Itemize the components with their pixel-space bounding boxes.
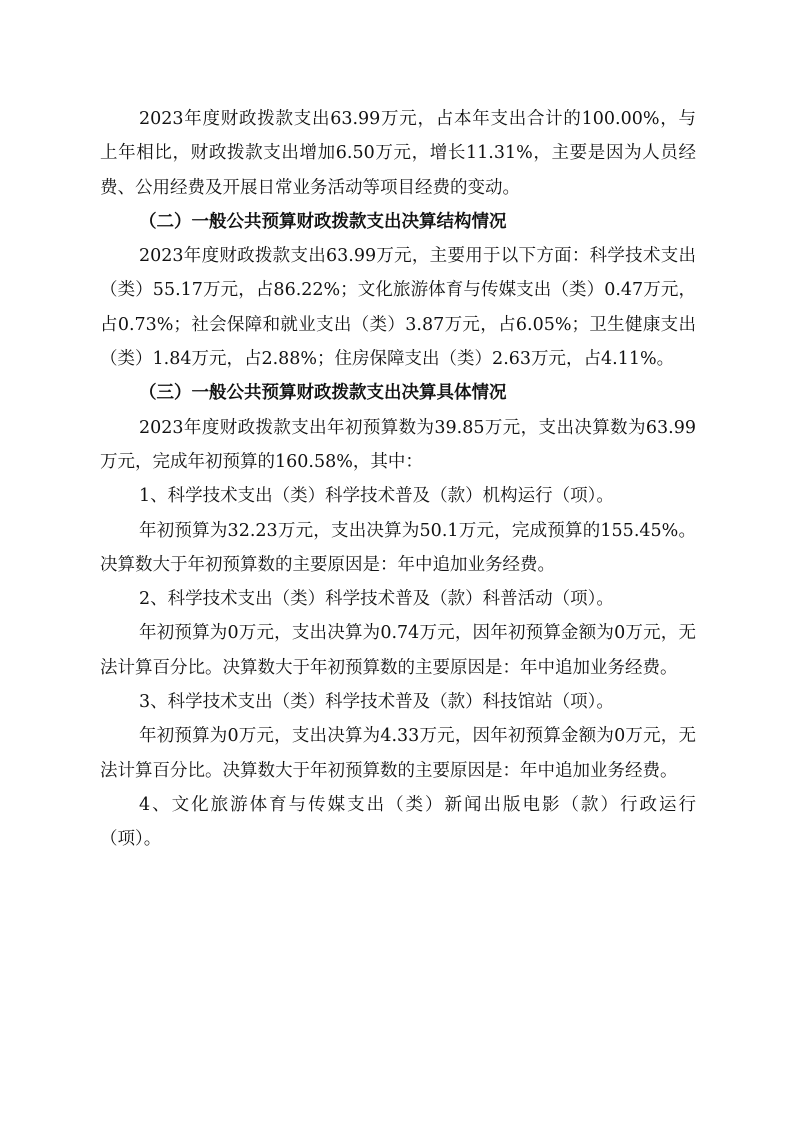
paragraph-expenditure-summary: 2023年度财政拨款支出63.99万元，占本年支出合计的100.00%，与上年相比，财政拨款支出增加6.50万元，增长11.31%，主要是因为人员经费、公用经费及开展日常业务活动等项目经费的变动。 <box>100 109 696 198</box>
list-item-2-title: 2、科学技术支出（类）科学技术普及（款）科普活动（项）。 <box>139 589 614 610</box>
list-item-3-detail: 年初预算为0万元，支出决算为4.33万元，因年初预算金额为0万元，无法计算百分比。决算数大于年初预算数的主要原因是：年中追加业务经费。 <box>100 726 696 781</box>
list-item-2-detail: 年初预算为0万元，支出决算为0.74万元，因年初预算金额为0万元，无法计算百分比。决算数大于年初预算数的主要原因是：年中追加业务经费。 <box>100 623 696 678</box>
document-body <box>100 102 696 857</box>
list-item-4-title: 4、文化旅游体育与传媒支出（类）新闻出版电影（款）行政运行（项）。 <box>100 794 696 850</box>
list-item-3-title: 3、科学技术支出（类）科学技术普及（款）科技馆站（项）。 <box>139 692 614 713</box>
section-heading-specifics: （三）一般公共预算财政拨款支出决算具体情况 <box>139 383 507 404</box>
list-item-1-detail: 年初预算为32.23万元，支出决算为50.1万元，完成预算的155.45%。决算数大于年初预算数的主要原因是：年中追加业务经费。 <box>100 520 696 575</box>
section-heading-structure: （二）一般公共预算财政拨款支出决算结构情况 <box>139 211 507 232</box>
paragraph-budget-overview: 2023年度财政拨款支出年初预算数为39.85万元，支出决算数为63.99万元，完成年初预算的160.58%，其中： <box>100 417 696 472</box>
list-item-1-title: 1、科学技术支出（类）科学技术普及（款）机构运行（项）。 <box>139 486 614 507</box>
paragraph-structure-details: 2023年度财政拨款支出63.99万元，主要用于以下方面：科学技术支出（类）55.17万元，占86.22%；文化旅游体育与传媒支出（类）0.47万元，占0.73%；社会保障和就业支出（类）3.87万元，占6.05%；卫生健康支出（类）1.84万元，占2.88%；住房保障支出（类）2.63万元，占4.11%。 <box>100 246 696 370</box>
